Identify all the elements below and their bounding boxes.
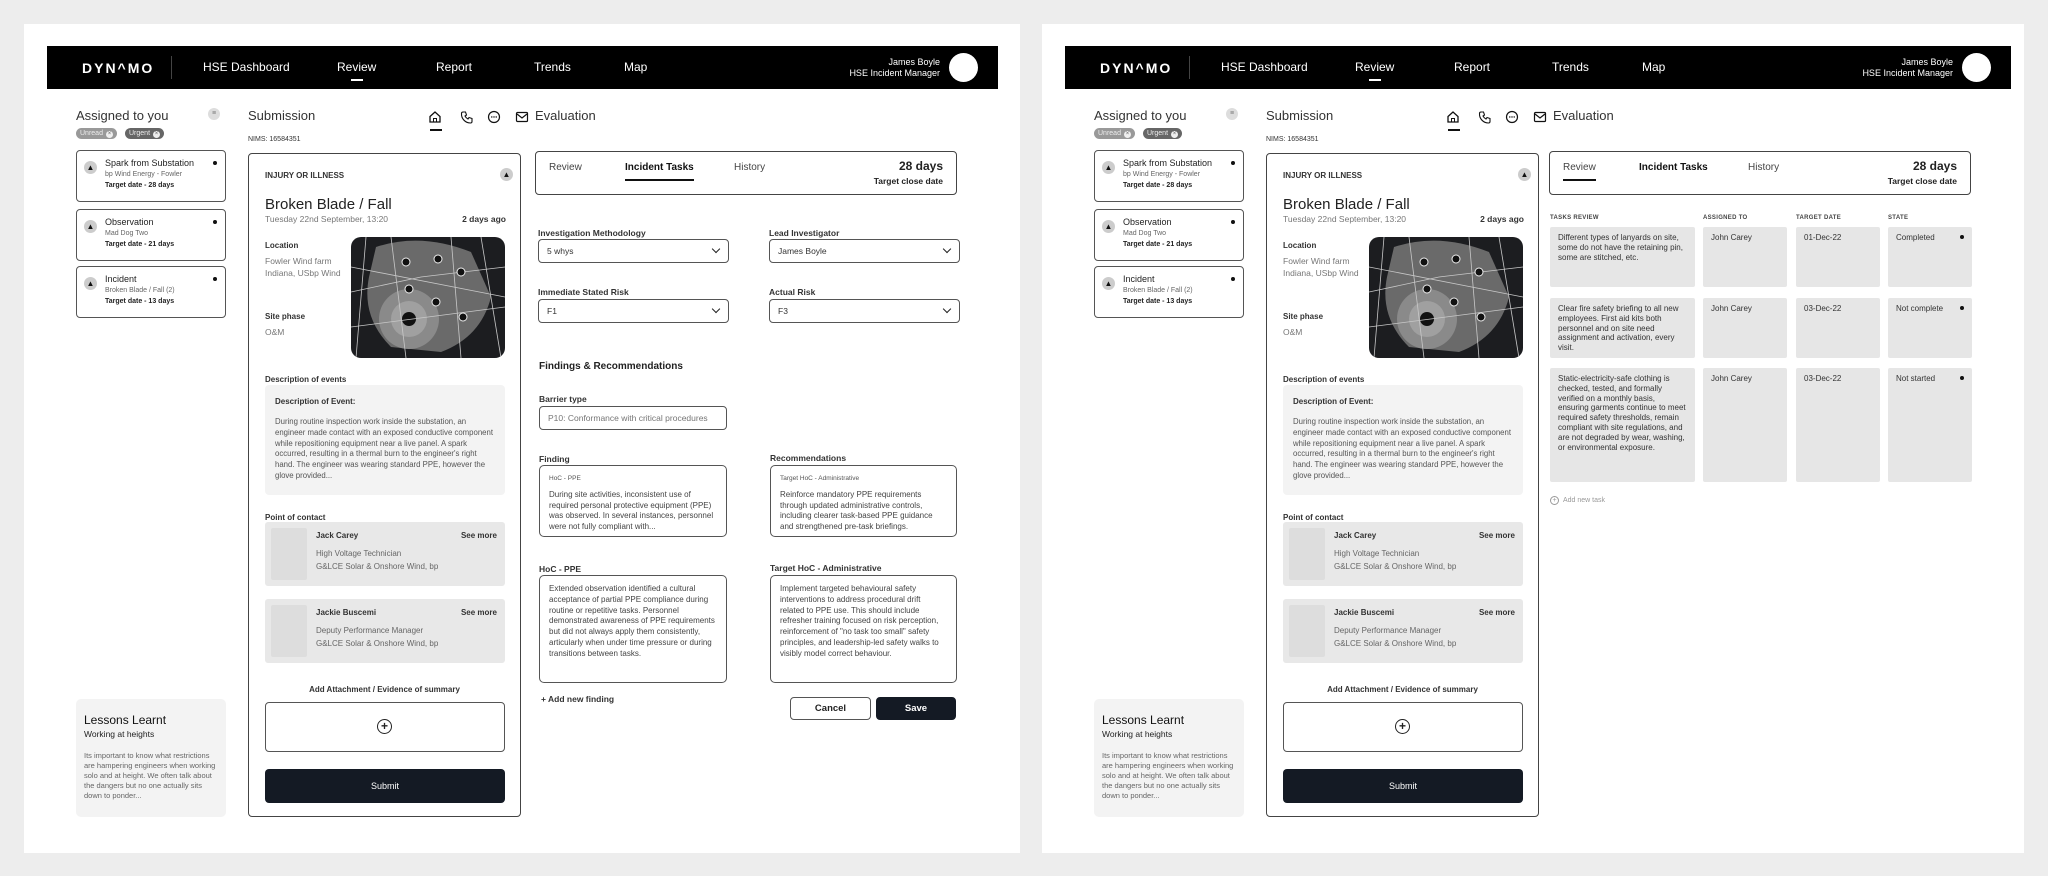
select-value: F1: [547, 306, 557, 316]
card-title: Spark from Substation: [1123, 158, 1213, 168]
card-target: Target date - 13 days: [1123, 298, 1193, 305]
add-circle-icon[interactable]: +: [377, 719, 392, 734]
location-map[interactable]: [351, 237, 505, 358]
logo[interactable]: DYN^MO: [82, 60, 155, 76]
chat-icon[interactable]: [487, 110, 503, 126]
contact-details: [316, 547, 438, 573]
card-sub: bp Wind Energy - Fowler: [1123, 171, 1201, 178]
incident-category: INJURY OR ILLNESS: [265, 171, 345, 180]
submission-card: [1266, 153, 1539, 817]
warning-icon: ▲: [1518, 168, 1531, 181]
nav-map[interactable]: Map: [624, 60, 648, 74]
finding-textarea[interactable]: [539, 465, 727, 537]
contact-photo: [271, 605, 307, 657]
incident-date: Tuesday 22nd September, 13:20: [265, 214, 389, 224]
mail-icon[interactable]: [1533, 110, 1549, 126]
close-icon[interactable]: ×: [107, 131, 112, 137]
lessons-subtitle: Working at heights: [1102, 729, 1173, 739]
immediate-risk-label: Immediate Stated Risk: [538, 287, 629, 297]
tab-review[interactable]: Review: [549, 162, 582, 173]
contact-name: Jack Carey: [316, 531, 359, 540]
submission-title: Submission: [248, 108, 316, 123]
tab-history[interactable]: History: [1748, 162, 1780, 173]
user-role: HSE Incident Manager: [1862, 68, 1953, 78]
finding-label: Finding: [539, 454, 570, 464]
contact-details: [316, 624, 438, 650]
description-title: Description of Event:: [1293, 397, 1374, 406]
lead-investigator-label: Lead Investigator: [769, 228, 840, 238]
logo[interactable]: DYN^MO: [1100, 60, 1173, 76]
header-assigned-to: ASSIGNED TO: [1703, 215, 1748, 221]
contact-card[interactable]: [1283, 522, 1523, 586]
point-of-contact-label: Point of contact: [1283, 513, 1344, 522]
card-title: Incident: [1123, 274, 1155, 284]
days-remaining: 28 days: [1912, 159, 1957, 173]
top-nav: [1065, 46, 2011, 89]
assigned-cell-text: John Carey: [1711, 233, 1752, 242]
incident-date: Tuesday 22nd September, 13:20: [1283, 214, 1407, 224]
assigned-title: Assigned to you: [76, 108, 169, 123]
lessons-subtitle: Working at heights: [84, 729, 155, 739]
user-info: [1862, 57, 1953, 79]
contact-org: G&LCE Solar & Onshore Wind, bp: [1334, 562, 1457, 571]
assigned-card[interactable]: [76, 266, 226, 318]
chip-label: Urgent: [129, 130, 151, 137]
contact-photo: [1289, 528, 1325, 580]
assigned-cell-text: John Carey: [1711, 374, 1752, 383]
add-circle-icon: +: [1550, 496, 1559, 505]
user-name: James Boyle: [1901, 57, 1953, 67]
select-value: 5 whys: [547, 246, 574, 256]
nav-report[interactable]: Report: [436, 60, 473, 74]
select-value: James Boyle: [778, 246, 827, 256]
nav-trends[interactable]: Trends: [1552, 60, 1589, 74]
cancel-button[interactable]: Cancel: [790, 697, 871, 720]
nims-number: NIMS: 16584351: [1266, 136, 1319, 143]
header-state: STATE: [1888, 215, 1909, 221]
submission-title: Submission: [1266, 108, 1334, 123]
phone-icon[interactable]: [460, 110, 476, 126]
header-tasks-review: TASKS REVIEW: [1550, 215, 1599, 221]
immediate-risk-select[interactable]: [538, 299, 729, 323]
lessons-title: Lessons Learnt: [1102, 713, 1185, 727]
warning-icon: ▲: [500, 168, 513, 181]
card-sub: Broken Blade / Fall (2): [1123, 287, 1193, 294]
incident-age: 2 days ago: [1480, 214, 1524, 224]
home-icon[interactable]: [1446, 110, 1462, 126]
close-icon[interactable]: ×: [1125, 131, 1130, 137]
date-cell: [1796, 227, 1880, 287]
finding-text: During site activities, inconsistent use of required personal protective equipment (PPE) was observed. In several instances, personnel were not fully compliant with...: [549, 489, 714, 532]
evaluation-title: Evaluation: [1553, 108, 1614, 123]
submit-button[interactable]: Submit: [1283, 769, 1523, 803]
contact-role: Deputy Performance Manager: [316, 626, 424, 635]
nav-review[interactable]: Review: [337, 60, 377, 74]
contact-photo: [1289, 605, 1325, 657]
actual-risk-select[interactable]: [769, 299, 960, 323]
unread-dot: [1231, 277, 1235, 281]
contact-role: High Voltage Technician: [316, 549, 402, 558]
chevron-down-icon: [712, 245, 720, 253]
contact-card[interactable]: [1283, 599, 1523, 663]
date-cell-text: 03-Dec-22: [1804, 304, 1842, 313]
nav-divider: [171, 56, 172, 79]
date-cell: [1796, 368, 1880, 482]
unread-dot: [1231, 220, 1235, 224]
contact-org: G&LCE Solar & Onshore Wind, bp: [1334, 639, 1457, 648]
chip-label: Unread: [80, 130, 103, 137]
submission-card: [248, 153, 521, 817]
card-sub: bp Wind Energy - Fowler: [105, 171, 183, 178]
site-phase-label: Site phase: [1283, 312, 1324, 321]
nav-review[interactable]: Review: [1355, 60, 1395, 74]
target-hoc-label: Target HoC - Administrative: [770, 563, 882, 573]
location-line: Fowler Wind farm: [1283, 256, 1350, 266]
incident-title: Broken Blade / Fall: [1283, 196, 1410, 213]
date-cell-text: 03-Dec-22: [1804, 374, 1842, 383]
nims-number: NIMS: 16584351: [248, 136, 301, 143]
card-target: Target date - 21 days: [1123, 241, 1193, 248]
finding-tag: HoC - PPE: [549, 475, 581, 482]
contact-details: [1334, 624, 1456, 650]
card-sub: Mad Dog Two: [1123, 230, 1167, 237]
state-cell-text: Not started: [1896, 374, 1936, 383]
state-cell: [1888, 227, 1972, 287]
incident-title: Broken Blade / Fall: [265, 196, 392, 213]
task-cell: [1550, 298, 1695, 358]
attachment-dropzone[interactable]: [1283, 702, 1523, 752]
nav-trends[interactable]: Trends: [534, 60, 571, 74]
recommendations-textarea[interactable]: [770, 465, 957, 537]
target-close: [1888, 159, 1957, 186]
status-dot: [1960, 376, 1964, 380]
location-label: Location: [265, 241, 299, 250]
filter-icon[interactable]: ≡: [1226, 108, 1238, 120]
user-info: [849, 57, 940, 79]
incident-age: 2 days ago: [462, 214, 506, 224]
warning-icon: ▲: [84, 277, 97, 290]
location-map[interactable]: [1369, 237, 1523, 358]
contact-name: Jack Carey: [1334, 531, 1377, 540]
card-title: Spark from Substation: [105, 158, 195, 168]
incident-category: INJURY OR ILLNESS: [1283, 171, 1363, 180]
tab-incident-tasks[interactable]: Incident Tasks: [1639, 162, 1708, 173]
add-task-label: Add new task: [1563, 497, 1606, 504]
site-phase-value: O&M: [1283, 327, 1303, 337]
chip-unread[interactable]: [1094, 128, 1135, 139]
save-button[interactable]: Save: [876, 697, 956, 720]
see-more-link[interactable]: See more: [460, 608, 497, 617]
assigned-card[interactable]: [76, 209, 226, 261]
days-remaining: 28 days: [898, 159, 943, 173]
assigned-cell-text: John Carey: [1711, 304, 1752, 313]
lessons-body: Its important to know what restrictions are hampering engineers when working solo and at height. We often talk about the dangers but no one actually sits down to ponder...: [1102, 751, 1234, 800]
contact-card[interactable]: [265, 599, 505, 663]
close-icon[interactable]: ×: [1172, 131, 1177, 137]
findings-title: Findings & Recommendations: [539, 361, 683, 372]
status-dot: [1960, 235, 1964, 239]
card-title: Observation: [105, 217, 154, 227]
card-sub: Broken Blade / Fall (2): [105, 287, 175, 294]
task-cell: [1550, 227, 1695, 287]
methodology-select[interactable]: [538, 239, 729, 263]
description-label: Description of events: [265, 375, 347, 384]
contact-org: G&LCE Solar & Onshore Wind, bp: [316, 562, 439, 571]
chevron-down-icon: [712, 305, 720, 313]
unread-dot: [213, 220, 217, 224]
attachment-label: Add Attachment / Evidence of summary: [309, 685, 460, 694]
contact-name: Jackie Buscemi: [316, 608, 377, 617]
chip-label: Unread: [1098, 130, 1121, 137]
assigned-title: Assigned to you: [1094, 108, 1187, 123]
attachment-dropzone[interactable]: [265, 702, 505, 752]
evaluation-title: Evaluation: [535, 108, 596, 123]
header-target-date: TARGET DATE: [1796, 215, 1842, 221]
card-sub: Mad Dog Two: [105, 230, 149, 237]
select-value: F3: [778, 306, 788, 316]
assigned-card[interactable]: [1094, 209, 1244, 261]
lessons-title: Lessons Learnt: [84, 713, 167, 727]
lead-investigator-select[interactable]: [769, 239, 960, 263]
location-line: Indiana, USbp Wind: [1283, 268, 1359, 278]
card-target: Target date - 21 days: [105, 241, 175, 248]
card-title: Observation: [1123, 217, 1172, 227]
card-target: Target date - 13 days: [105, 298, 175, 305]
state-cell: [1888, 368, 1972, 482]
close-icon[interactable]: ×: [154, 131, 159, 137]
unread-dot: [1231, 161, 1235, 165]
lessons-learnt-card[interactable]: [76, 699, 226, 817]
assigned-card[interactable]: [1094, 266, 1244, 318]
assigned-cell: [1703, 368, 1787, 482]
avatar[interactable]: [1962, 53, 1991, 82]
chevron-down-icon: [943, 245, 951, 253]
nav-report[interactable]: Report: [1454, 60, 1491, 74]
task-cell-text: Static-electricity-safe clothing is checked, tested, and formally verified on a monthly basis, ensuring garments continue to meet required safety thresholds, remain compliant with site regulations, and are not degraded by wear, washing, or environmental exposure.: [1558, 374, 1686, 452]
barrier-type-label: Barrier type: [539, 394, 587, 404]
location-line: Indiana, USbp Wind: [265, 268, 341, 278]
chip-urgent[interactable]: [1143, 128, 1182, 139]
filter-icon[interactable]: ≡: [208, 108, 220, 120]
target-close: [874, 159, 943, 186]
unread-dot: [213, 161, 217, 165]
screen-incident-tasks: [1042, 24, 2024, 853]
description-text: During routine inspection work inside the substation, an engineer made contact with an exposed conductive component while repositioning equipment near a live panel. A spark occurred, resulting in a thermal burn to the engineer's right hand. The engineer was wearing standard PPE, however the glove provided...: [1293, 417, 1512, 480]
contact-card[interactable]: [265, 522, 505, 586]
chip-urgent[interactable]: [125, 128, 164, 139]
card-title: Incident: [105, 274, 137, 284]
hoc-textarea[interactable]: Extended observation identified a cultural acceptance of partial PPE compliance during routine or repetitive tasks. Personnel demonstrated awareness of PPE requirements but did not always apply them consistently, articularly when under time pressure or during transitions between tasks.: [539, 575, 727, 683]
recommendation-tag: Target HoC - Administrative: [780, 475, 860, 482]
contact-role: High Voltage Technician: [1334, 549, 1420, 558]
site-phase-label: Site phase: [265, 312, 306, 321]
see-more-link[interactable]: See more: [1478, 531, 1515, 540]
add-circle-icon[interactable]: +: [1395, 719, 1410, 734]
card-target: Target date - 28 days: [1123, 182, 1193, 189]
point-of-contact-label: Point of contact: [265, 513, 326, 522]
nav-hse-dashboard[interactable]: HSE Dashboard: [203, 60, 290, 74]
submit-button[interactable]: Submit: [265, 769, 505, 803]
state-cell-text: Not complete: [1896, 304, 1944, 313]
see-more-link[interactable]: See more: [1478, 608, 1515, 617]
assigned-cell: [1703, 298, 1787, 358]
recommendations-label: Recommendations: [770, 453, 847, 463]
top-nav: [47, 46, 998, 89]
contact-org: G&LCE Solar & Onshore Wind, bp: [316, 639, 439, 648]
task-cell-text: Different types of lanyards on site, some do not have the retaining pin, some are stitched, etc.: [1558, 233, 1683, 262]
warning-icon: ▲: [1102, 161, 1115, 174]
add-finding-link[interactable]: + Add new finding: [541, 694, 615, 704]
card-target: Target date - 28 days: [105, 182, 175, 189]
state-cell-text: Completed: [1896, 233, 1935, 242]
description-label: Description of events: [1283, 375, 1365, 384]
see-more-link[interactable]: See more: [460, 531, 497, 540]
actual-risk-label: Actual Risk: [769, 287, 816, 297]
days-label: Target close date: [1887, 176, 1957, 186]
chip-label: Urgent: [1147, 130, 1169, 137]
warning-icon: ▲: [1102, 277, 1115, 290]
description-box: [1283, 385, 1523, 495]
days-label: Target close date: [873, 176, 943, 186]
add-task-link[interactable]: [1550, 496, 1605, 505]
location-label: Location: [1283, 241, 1317, 250]
assigned-card[interactable]: [76, 150, 226, 202]
state-cell: [1888, 298, 1972, 358]
assigned-card[interactable]: [1094, 150, 1244, 202]
date-cell-text: 01-Dec-22: [1804, 233, 1842, 242]
user-role: HSE Incident Manager: [849, 68, 940, 78]
contact-photo: [271, 528, 307, 580]
hoc-label: HoC - PPE: [539, 564, 582, 574]
recommendation-text: Reinforce mandatory PPE requirements through updated administrative controls, including clearer task-based PPE guidance and strengthened pre-task briefings.: [780, 489, 933, 532]
user-name: James Boyle: [888, 57, 940, 67]
status-dot: [1960, 306, 1964, 310]
warning-icon: ▲: [84, 161, 97, 174]
nav-map[interactable]: Map: [1642, 60, 1666, 74]
avatar[interactable]: [949, 53, 978, 82]
nav-hse-dashboard[interactable]: HSE Dashboard: [1221, 60, 1308, 74]
methodology-label: Investigation Methodology: [538, 228, 646, 238]
chevron-down-icon: [943, 305, 951, 313]
home-icon[interactable]: [428, 110, 444, 126]
location-line: Fowler Wind farm: [265, 256, 332, 266]
task-cell: [1550, 368, 1695, 482]
task-cell-text: Clear fire safety briefing to all new employees. First aid kits both personnel and on site need assignment and activation, every visit.: [1558, 304, 1679, 353]
site-phase-value: O&M: [265, 327, 285, 337]
assigned-cell: [1703, 227, 1787, 287]
tab-review[interactable]: Review: [1563, 162, 1596, 173]
attachment-label: Add Attachment / Evidence of summary: [1327, 685, 1478, 694]
contact-role: Deputy Performance Manager: [1334, 626, 1442, 635]
lessons-body: Its important to know what restrictions are hampering engineers when working solo and at height. We often talk about the dangers but no one actually sits down to ponder...: [84, 751, 216, 800]
chat-icon[interactable]: [1505, 110, 1521, 126]
evaluation-tabs: [535, 151, 957, 195]
location-value: [265, 255, 341, 279]
description-box: [265, 385, 505, 495]
date-cell: [1796, 298, 1880, 358]
description-title: Description of Event:: [275, 397, 356, 406]
contact-details: [1334, 547, 1456, 573]
tab-incident-tasks[interactable]: Incident Tasks: [625, 162, 694, 173]
warning-icon: ▲: [84, 220, 97, 233]
chip-unread[interactable]: [76, 128, 117, 139]
warning-icon: ▲: [1102, 220, 1115, 233]
unread-dot: [213, 277, 217, 281]
description-text: During routine inspection work inside the substation, an engineer made contact with an exposed conductive component while repositioning equipment near a live panel. A spark occurred, resulting in a thermal burn to the engineer's right hand. The engineer was wearing standard PPE, however the glove provided...: [275, 417, 494, 480]
nav-divider: [1189, 56, 1190, 79]
target-hoc-textarea[interactable]: Implement targeted behavioural safety interventions to address procedural drift related to PPE use. This should include refresher training focused on risk perception, reinforcement of "no task too small" safety principles, and leadership-led safety walks to visibly model correct behaviour.: [770, 575, 957, 683]
location-value: [1283, 255, 1359, 279]
mail-icon[interactable]: [515, 110, 531, 126]
lessons-learnt-card[interactable]: [1094, 699, 1244, 817]
barrier-type-input[interactable]: [539, 406, 727, 430]
evaluation-tabs: [1549, 151, 1971, 195]
contact-name: Jackie Buscemi: [1334, 608, 1395, 617]
phone-icon[interactable]: [1478, 110, 1494, 126]
tab-history[interactable]: History: [734, 162, 766, 173]
screen-evaluation-form: [24, 24, 1020, 853]
